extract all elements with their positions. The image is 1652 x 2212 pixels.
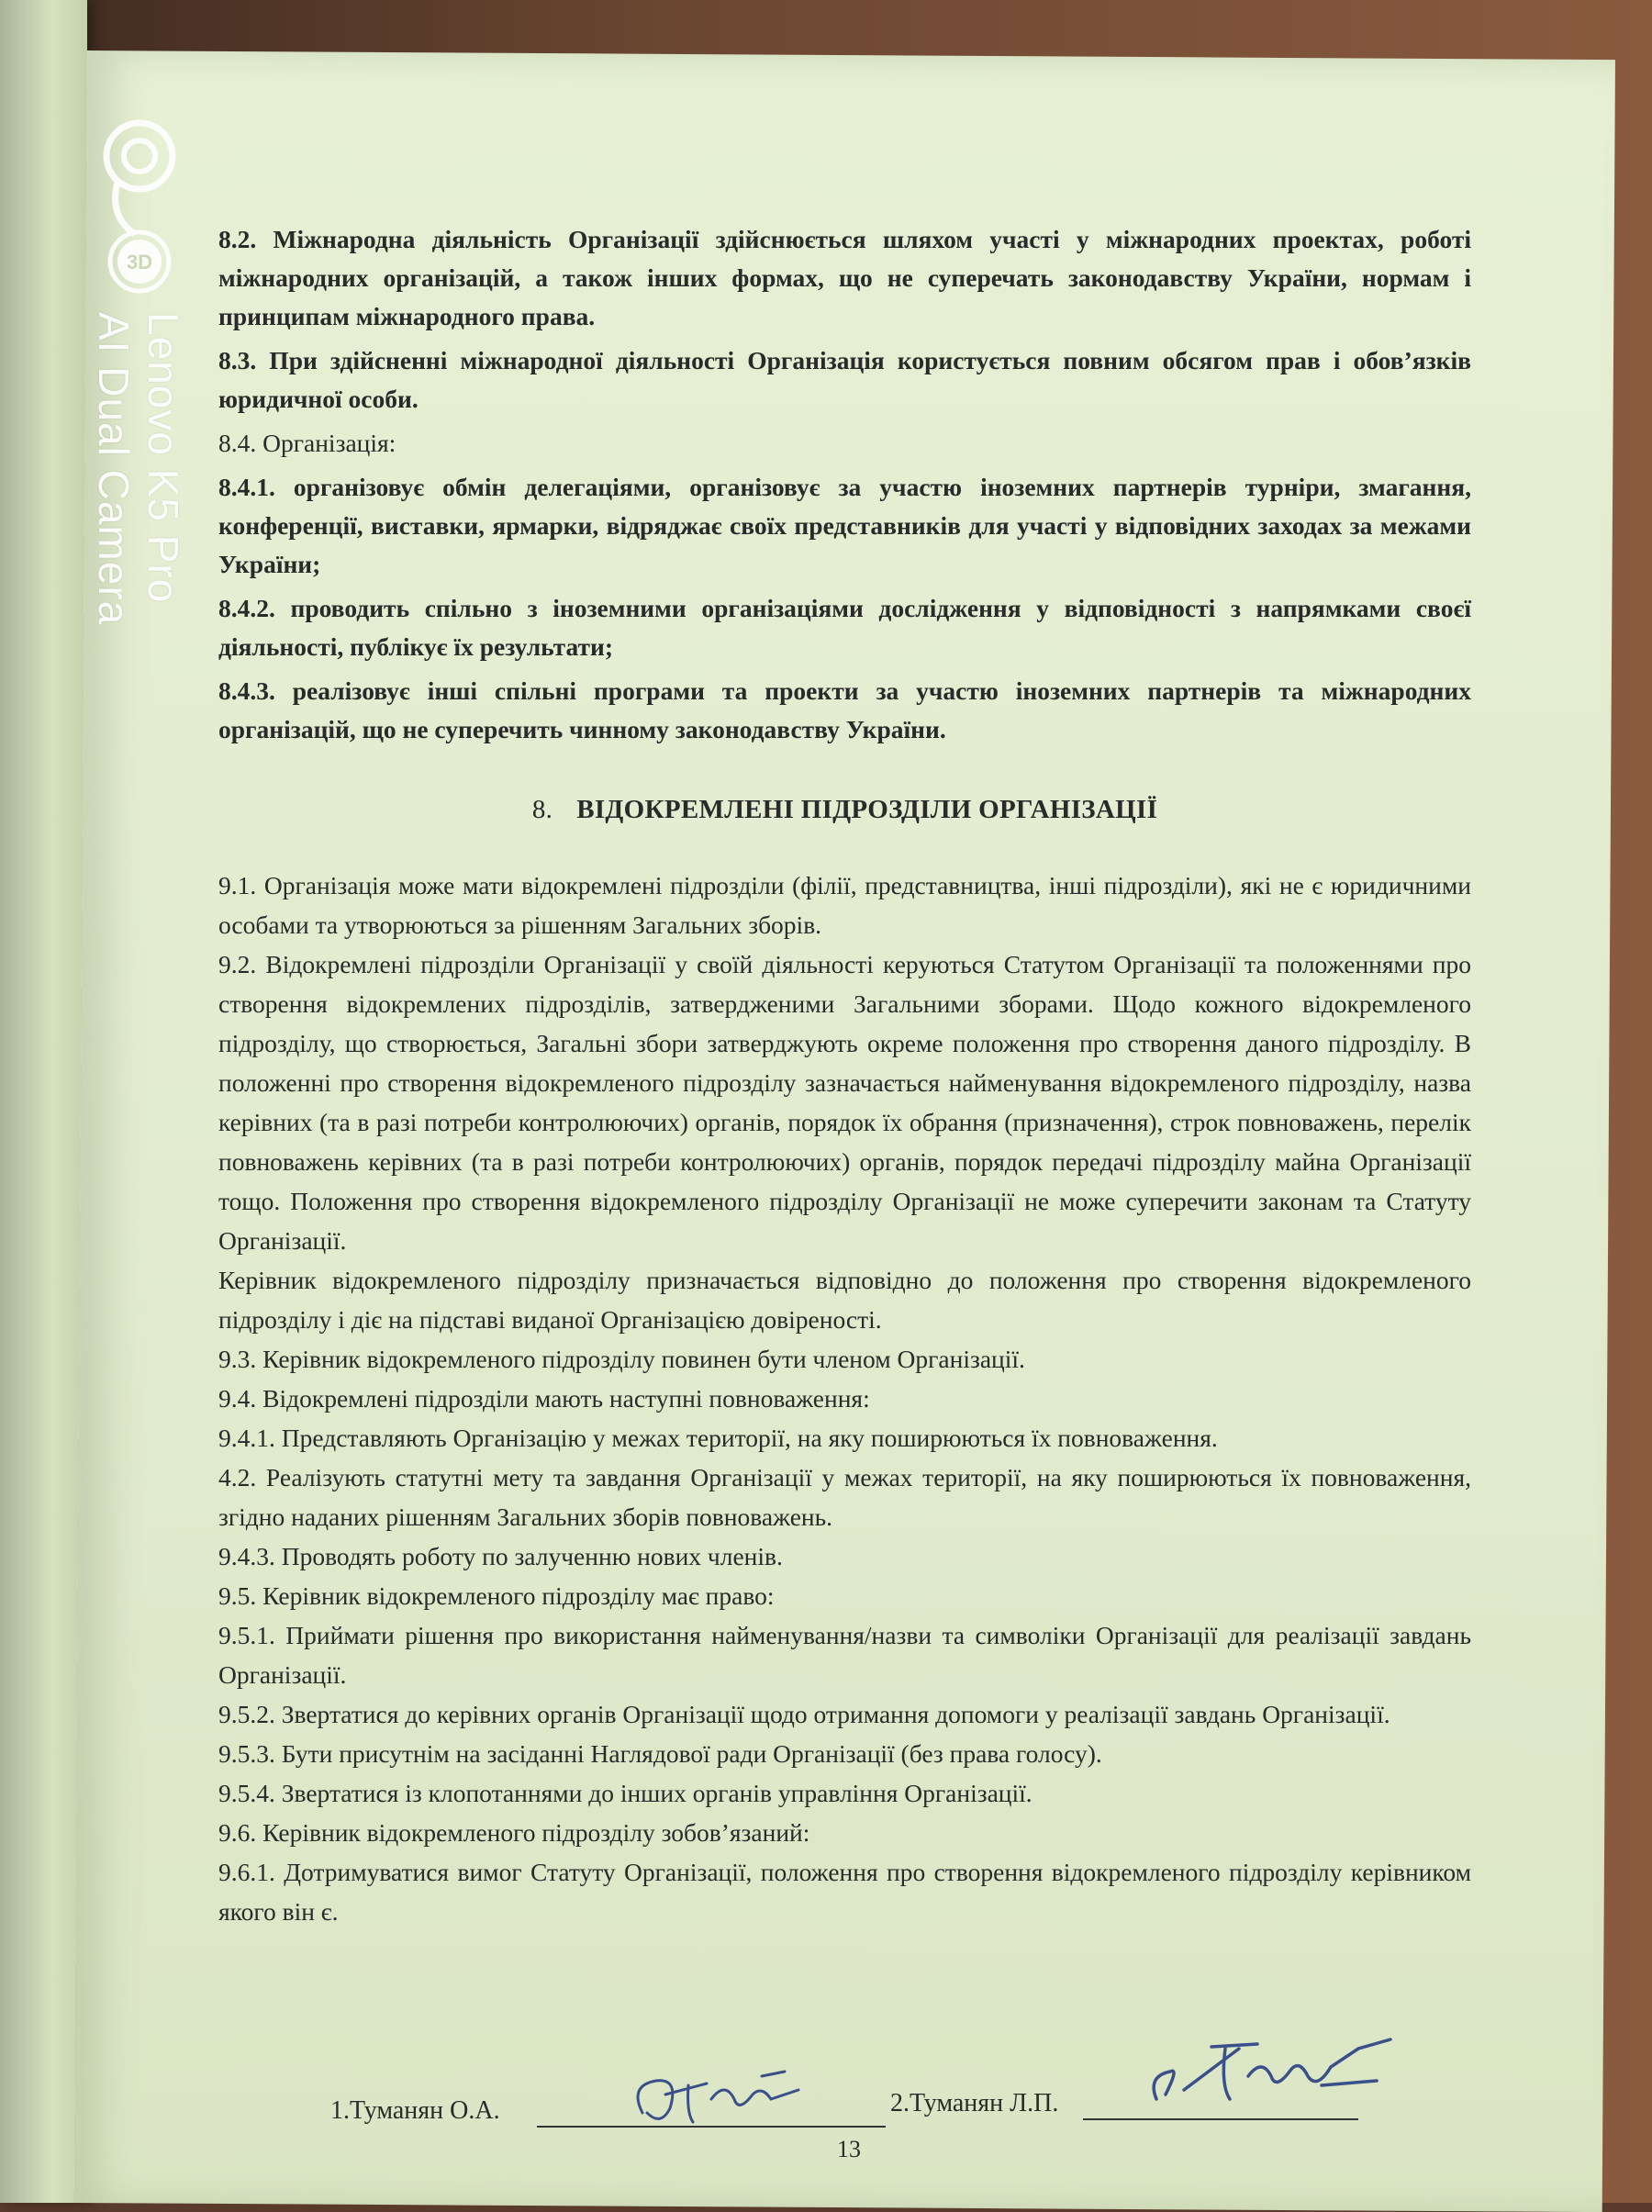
clause-9-3: 9.3. Керівник відокремленого підрозділу повинен бути членом Організації. [218,1345,1025,1373]
section-heading [218,795,1471,825]
clause-8-2: 8.2. Міжнародна діяльність Організації здійснюється шляхом участі у міжнародних проектах, роботі міжнародних організацій, а також інших формах, що не суперечать законодавству України, нормам і принципам міжнародного права. [218,225,1471,330]
section-heading-number: 8. [531,795,553,824]
watermark-brand: Lenovo K5 Pro [140,312,187,604]
signer-2-label: 2.Туманян Л.П. [890,2089,1059,2117]
section-heading-title: ВІДОКРЕМЛЕНІ ПІДРОЗДІЛИ ОРГАНІЗАЦІЇ [576,795,1158,824]
section-8-part [218,220,1471,749]
signature-2-handwriting [1138,2021,1404,2122]
camera-logo-icon [98,115,181,298]
section-9 [218,866,1471,1931]
clause-8-4-2: 8.4.2. проводить спільно з іноземними організаціями дослідження у відповідності з напрямками своєї діяльності, публікує їх результати; [218,594,1471,661]
clause-8-3: 8.3. При здійсненні міжнародної діяльності Організація користується повним обсягом прав і обов’язків юридичної особи. [218,346,1471,413]
clause-8-4-1: 8.4.1. організовує обмін делегаціями, організовує за участю іноземних партнерів турніри, змагання, конференції, виставки, ярмарки, відряджає своїх представників для участі у відповідних заходах за межами України; [218,473,1471,578]
clause-9-2: 9.2. Відокремлені підрозділи Організації у своїй діяльності керуються Статутом Організації та положеннями про створення відокремлених підрозділів, затвердженими Загальними зборами. Щодо кожного відокремленого підрозділу, що створюється, Загальні збори затверджують окреме положення про створення даного підрозділу. В положенні про створення відокремленого підрозділу зазначається найменування відокремленого підрозділу, назва керівних (та в разі потреби контролюючих) органів, порядок їх обрання (призначення), строк повноважень, перелік повноважень керівних (та в разі потреби контролюючих) органів, порядок передачі підрозділу майна Організації тощо. Положення про створення відокремленого підрозділу Організації не може суперечити законам та Статуту Організації. [218,950,1471,1255]
camera-3d-badge: 3D [126,251,153,274]
page-number: 13 [837,2136,861,2162]
signature-block [330,2049,1432,2162]
clause-9-5-3: 9.5.3. Бути присутнім на засіданні Наглядової ради Організації (без права голосу). [218,1739,1102,1768]
clause-9-1: 9.1. Організація може мати відокремлені підрозділи (філії, представництва, інші підрозділи), які не є юридичними особами та утворюються за рішенням Загальних зборів. [218,871,1471,939]
clause-9-5-4: 9.5.4. Звертатися із клопотаннями до інших органів управління Організації. [218,1779,1032,1807]
clause-9-4-3: 9.4.3. Проводять роботу по залученню нових членів. [218,1542,783,1570]
signer-1-label: 1.Туманян О.А. [330,2096,500,2125]
clause-8-4-3: 8.4.3. реалізовує інші спільні програми та проекти за участю іноземних партнерів та міжнародних організацій, що не суперечить чинному законодавству України. [218,676,1471,743]
document-body [218,220,1471,1931]
facing-page-edge [0,0,87,2203]
clause-9-2-continued: Керівник відокремленого підрозділу призначається відповідно до положення про створення відокремленого підрозділу і діє на підставі виданої Організацією довіреності. [218,1266,1471,1334]
clause-9-4-1: 9.4.1. Представляють Організацію у межах території, на яку поширюються їх повноваження. [218,1424,1218,1452]
clause-4-2: 4.2. Реалізують статутні мету та завдання Організації у межах території, на яку поширюються їх повноваження, згідно наданих рішенням Загальних зборів повноважень. [218,1463,1471,1531]
clause-9-6-1: 9.6.1. Дотримуватися вимог Статуту Організації, положення про створення відокремленого підрозділу керівником якого він є. [218,1858,1471,1926]
signature-1-handwriting [624,2058,826,2140]
clause-8-4: 8.4. Організація: [218,429,396,457]
camera-watermark-text [89,312,188,625]
clause-9-4: 9.4. Відокремлені підрозділи мають наступні повноваження: [218,1384,870,1413]
watermark-camera: AI Dual Camera [90,312,138,626]
clause-9-6: 9.6. Керівник відокремленого підрозділу зобов’язаний: [218,1818,810,1847]
clause-9-5-2: 9.5.2. Звертатися до керівних органів Організації щодо отримання допомоги у реалізації завдань Організації. [218,1700,1390,1728]
camera-watermark [87,106,188,702]
clause-9-5-1: 9.5.1. Приймати рішення про використання найменування/назви та символіки Організації для реалізації завдань Організації. [218,1621,1471,1689]
clause-9-5: 9.5. Керівник відокремленого підрозділу має право: [218,1581,775,1610]
